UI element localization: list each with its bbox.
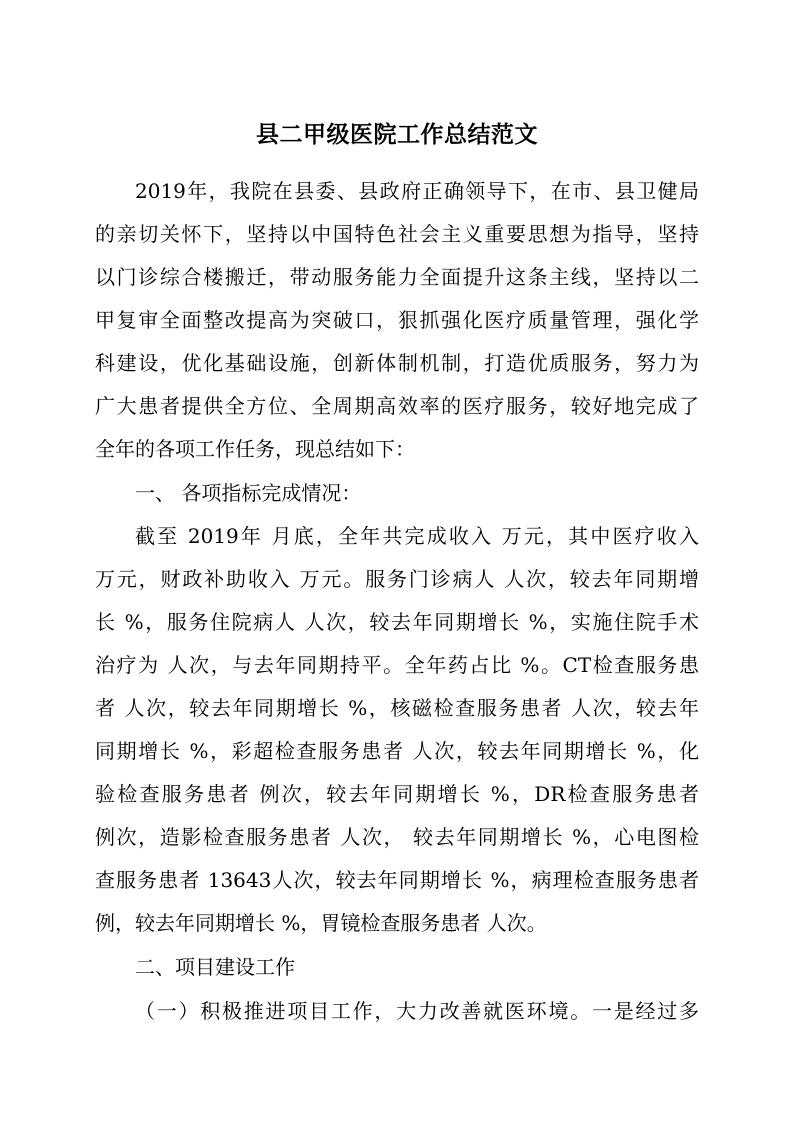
paragraph-line: 截至 2019年 月底，全年共完成收入 万元，其中医疗收入 [135, 524, 699, 548]
paragraph-line: 查服务患者 13643人次，较去年同期增长 %，病理检查服务患者 [95, 868, 699, 892]
paragraph-line: 甲复审全面整改提高为突破口，狠抓强化医疗质量管理，强化学 [95, 308, 699, 332]
paragraph-line: 全年的各项工作任务，现总结如下： [95, 437, 415, 461]
section-heading: 一、 各项指标完成情况： [135, 481, 362, 505]
paragraph-line: 者 人次，较去年同期增长 %，核磁检查服务患者 人次，较去年 [95, 696, 699, 720]
paragraph-line: 例次，造影检查服务患者 人次， 较去年同期增长 %，心电图检 [95, 825, 699, 849]
paragraph-line: 验检查服务患者 例次，较去年同期增长 %，DR检查服务患者 [95, 782, 699, 806]
paragraph-line: 长 %，服务住院病人 人次，较去年同期增长 %，实施住院手术 [95, 610, 699, 634]
paragraph-line: 治疗为 人次，与去年同期持平。全年药占比 %。CT检查服务患 [95, 653, 699, 677]
paragraph-line: 例，较去年同期增长 %，胃镜检查服务患者 人次。 [95, 911, 547, 935]
section-heading: 二、项目建设工作 [135, 955, 295, 979]
paragraph-line: 2019年，我院在县委、县政府正确领导下，在市、县卫健局 [135, 179, 699, 203]
paragraph-line: （一）积极推进项目工作，大力改善就医环境。一是经过多 [135, 999, 699, 1023]
paragraph-line: 同期增长 %，彩超检查服务患者 人次，较去年同期增长 %，化 [95, 739, 699, 763]
paragraph-line: 以门诊综合楼搬迁，带动服务能力全面提升这条主线，坚持以二 [95, 265, 699, 289]
document-title: 县二甲级医院工作总结范文 [256, 121, 538, 148]
paragraph-line: 广大患者提供全方位、全周期高效率的医疗服务，较好地完成了 [95, 394, 699, 418]
paragraph-line: 科建设，优化基础设施，创新体制机制，打造优质服务，努力为 [95, 351, 699, 375]
paragraph-line: 的亲切关怀下，坚持以中国特色社会主义重要思想为指导，坚持 [95, 222, 699, 246]
paragraph-line: 万元，财政补助收入 万元。服务门诊病人 人次，较去年同期增 [95, 567, 699, 591]
